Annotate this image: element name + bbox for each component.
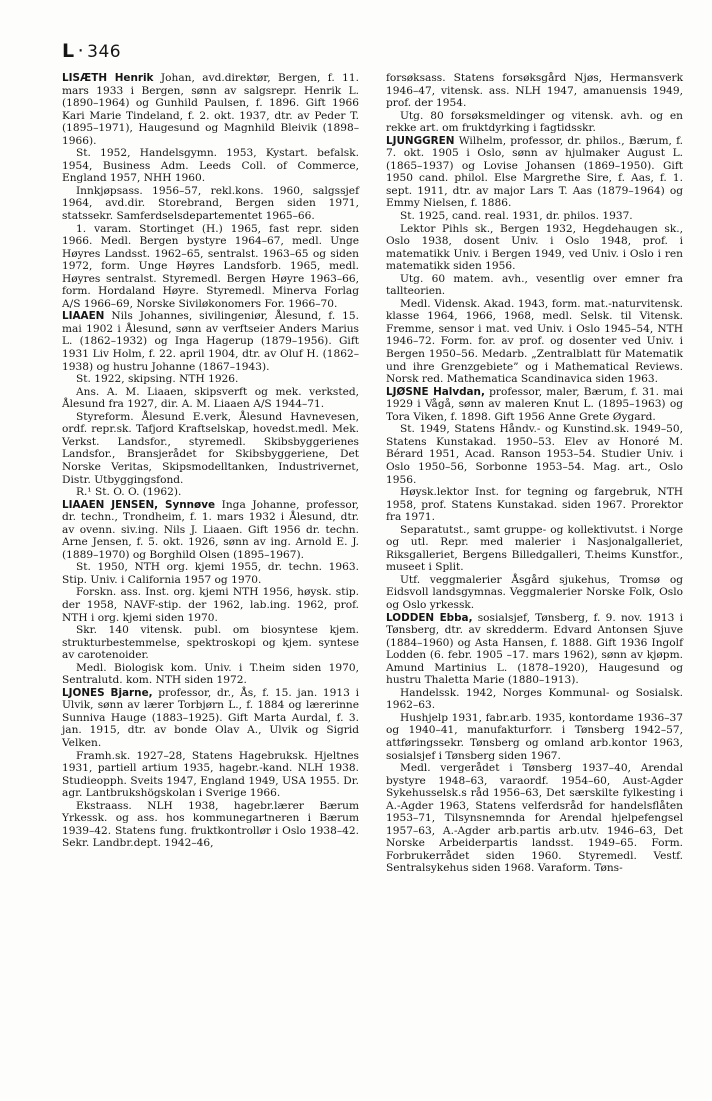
body-paragraph: [62, 561, 359, 586]
body-paragraph: [386, 223, 683, 273]
body-paragraph: [386, 210, 683, 223]
paragraph-text: Johan, avd.direktør, Bergen, f. 11. mars 1933 i Bergen, sønn av salgsrepr. Henrik L. (1890–1964) og Gunhild Paulsen, f. 1896. Gift 1966 Kari Marie Tindeland, f. 2. okt. 1937, dtr. av Peder T. (1895–1971), Haugesund og Magnhild Bleivik (1898–1966).: [62, 72, 359, 147]
entry-paragraph: [62, 499, 359, 562]
body-paragraph: [62, 147, 359, 185]
paragraph-text: Wilhelm, professor, dr. philos., Bærum, f. 7. okt. 1905 i Oslo, sønn av hjulmaker August L. (1865–1937) og Lovise Johansen (1869–1950). Gift 1950 cand. philol. Else Margrethe Sire, f. Aas, f. 1. sept. 1911, dtr. av major Lars T. Aas (1879–1964) og Emmy Nielsen, f. 1886.: [386, 134, 683, 210]
body-paragraph: [62, 223, 359, 311]
entry-headword: LIAAEN JENSEN, Synnøve: [62, 498, 216, 511]
paragraph-text: Medl. Vidensk. Akad. 1943, form. mat.-naturvitensk. klasse 1964, 1966, 1968, medl. Selsk. til Vitensk. Fremme, sensor i mat. ved Univ. i Oslo 1945–54, NTH 1946–72. Form. for. av prof. og dosenter ved Univ. i Bergen 1950–56. Medarb. „Zentralblatt für Matematik und ihre Grenzgebiete” og i Mathematical Reviews. Norsk red. Mathematica Scandinavica siden 1963.: [386, 297, 683, 386]
body-paragraph: [386, 574, 683, 612]
paragraph-text: Utg. 80 forsøksmeldinger og vitensk. avh. og en rekke art. om fruktdyrking i fagtidsskr.: [386, 109, 683, 135]
paragraph-text: Lektor Pihls sk., Bergen 1932, Hegdehaugen sk., Oslo 1938, dosent Univ. i Oslo 1948, prof. i matematikk Univ. i Bergen 1949, ved Univ. i Oslo i ren matematikk siden 1956.: [386, 222, 683, 273]
body-paragraph: [62, 373, 359, 386]
paragraph-text: Høysk.lektor Inst. for tegning og fargebruk, NTH 1958, prof. Statens Kunstakad. siden 1967. Prorektor fra 1971.: [386, 486, 683, 524]
body-paragraph: [62, 624, 359, 662]
body-paragraph: [62, 800, 359, 850]
paragraph-text: Medl. vergerådet i Tønsberg 1937–40, Arendal bystyre 1948–63, varaordf. 1954–60, Aust-Agder Sykehusselsk.s råd 1956–63, Det særskilte fylkesting i A.-Agder 1963, Statens velferdsråd for handelsflåten 1953–71, Tilsynsnemnda for Arendal hjelpefengsel 1957–63, A.-Agder arb.partis arb.utv. 1946–63, Det Norske Arbeiderpartis landsst. 1949–65. Form. Forbrukerrådet siden 1960. Styremedl. Vestf. Sentralsykehus siden 1968. Varaform. Tøns-: [386, 762, 683, 875]
paragraph-text: forsøksass. Statens forsøksgård Njøs, Hermansverk 1946–47, vitensk. ass. NLH 1947, amanuensis 1949, prof. der 1954.: [386, 72, 683, 110]
entry-paragraph: [386, 612, 683, 687]
body-paragraph: [62, 662, 359, 687]
entry-headword: LJUNGGREN: [386, 134, 455, 147]
section-letter: L: [62, 40, 75, 62]
entry-headword: LISÆTH Henrik: [62, 72, 154, 84]
entry-paragraph: [62, 310, 359, 373]
paragraph-text: Styreform. Ålesund E.verk, Ålesund Havnevesen, ordf. repr.sk. Tafjord Kraftselskap, hovedst.medl. Mek. Verkst. Landsfor., styremedl. Skibsbyggerienes Landsfor., Bransjerådet for Skibsbyggeriene, Det Norske Veritas, Skipsmodelltanken, Industrivernet, Distr. Utbyggingsfond.: [62, 410, 359, 486]
paragraph-text: Framh.sk. 1927–28, Statens Hagebruksk. Hjeltnes 1931, partiell artium 1935, hagebr.-kand. NLH 1938. Studieopph. Sveits 1947, England 1949, USA 1955. Dr. agr. Lantbrukshögskolan i Sverige 1966.: [62, 749, 359, 800]
body-paragraph: [386, 298, 683, 386]
paragraph-text: Utf. veggmalerier Åsgård sjukehus, Tromsø og Eidsvoll landsgymnas. Veggmalerier Norske Folk, Oslo og Oslo yrkessk.: [386, 573, 683, 611]
paragraph-text: Utg. 60 matem. avh., vesentlig over emner fra tallteorien.: [386, 272, 683, 298]
paragraph-text: Ans. A. M. Liaaen, skipsverft og mek. verksted, Ålesund fra 1927, dir. A. M. Liaaen A/S 1944–71.: [62, 385, 359, 411]
entry-headword: LJØSNE Halvdan,: [386, 385, 485, 398]
body-paragraph: [62, 386, 359, 411]
paragraph-text: professor, dr., Ås, f. 15. jan. 1913 i Ulvik, sønn av lærer Torbjørn L., f. 1884 og lærerinne Sunniva Hauge (1883–1925). Gift Marta Aurdal, f. 3. jan. 1915, dtr. av bonde Olav A., Ulvik og Sigrid Velken.: [62, 686, 359, 749]
right-column: [386, 72, 683, 875]
body-paragraph: [386, 72, 683, 110]
paragraph-text: Nils Johannes, sivilingeniør, Ålesund, f. 15. mai 1902 i Ålesund, sønn av verftseier Anders Marius L. (1862–1932) og Inga Hagerup (1879–1956). Gift 1931 Liv Holm, f. 22. april 1904, dtr. av Oluf H. (1862–1938) og hustru Johanne (1867–1943).: [62, 310, 359, 373]
page-header: [62, 40, 121, 62]
paragraph-text: St. 1922, skipsing. NTH 1926.: [76, 373, 239, 386]
left-column: [62, 72, 359, 850]
entry-paragraph: [386, 135, 683, 210]
header-separator: ·: [77, 40, 85, 62]
paragraph-text: sosialsjef, Tønsberg, f. 9. nov. 1913 i Tønsberg, dtr. av skredderm. Edvard Antonsen Sjuve (1884–1960) og Asta Hansen, f. 1888. Gift 1936 Ingolf Lodden (6. febr. 1905 –17. mars 1962), sønn av kjøpm. Amund Martinius L. (1878–1920), Haugesund og hustru Thaletta Marie (1880–1913).: [386, 611, 683, 687]
entry-headword: LODDEN Ebba,: [386, 611, 473, 624]
paragraph-text: St. 1950, NTH org. kjemi 1955, dr. techn. 1963. Stip. Univ. i California 1957 og 1970.: [62, 561, 359, 586]
paragraph-text: Skr. 140 vitensk. publ. om biosyntese kjem. strukturbestemmelse, spektroskopi og kjem. syntese av carotenoider.: [62, 624, 359, 662]
body-paragraph: [386, 712, 683, 762]
body-paragraph: [386, 486, 683, 524]
body-paragraph: [386, 273, 683, 298]
entry-paragraph: [62, 72, 359, 147]
entry-paragraph: [386, 386, 683, 424]
paragraph-text: Inga Johanne, professor, dr. techn., Trondheim, f. 1. mars 1932 i Ålesund, dtr. av ovenn. siv.ing. Nils J. Liaaen. Gift 1956 dr. techn. Arne Jensen, f. 5. okt. 1926, sønn av ing. Arnold E. J. (1889–1970) og Borghild Olsen (1895–1967).: [62, 498, 360, 561]
paragraph-text: Hushjelp 1931, fabr.arb. 1935, kontordame 1936–37 og 1940–41, manufakturforr. i Tønsberg 1942–57, attføringssekr. Tønsberg og omland arb.kontor 1963, sosialsjef i Tønsberg siden 1967.: [386, 711, 683, 762]
entry-headword: LIAAEN: [62, 310, 105, 323]
paragraph-text: professor, maler, Bærum, f. 31. mai 1929 i Vågå, sønn av maleren Knut L. (1895–1963) og Tora Viken, f. 1898. Gift 1956 Anne Grete Øygard.: [386, 385, 683, 423]
body-paragraph: [386, 110, 683, 135]
paragraph-text: Medl. Biologisk kom. Univ. i T.heim siden 1970, Sentralutd. kom. NTH siden 1972.: [62, 661, 359, 687]
body-paragraph: [62, 750, 359, 800]
paragraph-text: Ekstraass. NLH 1938, hagebr.lærer Bærum Yrkessk. og ass. hos kommunegartneren i Bærum 1939–42. Statens fung. fruktkontrollør i Oslo 1938–42. Sekr. Landbr.dept. 1942–46,: [62, 799, 359, 850]
body-paragraph: [62, 586, 359, 624]
paragraph-text: Handelssk. 1942, Norges Kommunal- og Sosialsk. 1962–63.: [386, 686, 683, 712]
body-paragraph: [386, 687, 683, 712]
body-paragraph: [62, 185, 359, 223]
page-number: 346: [87, 42, 122, 62]
paragraph-text: St. 1952, Handelsgymn. 1953, Kystart. befalsk. 1954, Business Adm. Leeds Coll. of Commerce, England 1957, NHH 1960.: [62, 147, 359, 185]
body-paragraph: [62, 486, 359, 499]
body-paragraph: [386, 524, 683, 574]
paragraph-text: R.¹ St. O. O. (1962).: [76, 486, 182, 499]
paragraph-text: St. 1925, cand. real. 1931, dr. philos. 1937.: [400, 210, 633, 223]
paragraph-text: Separatutst., samt gruppe- og kollektivutst. i Norge og utl. Repr. med malerier i Nasjonalgalleriet, Riksgalleriet, Bergens Billedgalleri, T.heims Kunstfor., museet i Split.: [386, 523, 683, 574]
body-paragraph: [386, 762, 683, 875]
paragraph-text: 1. varam. Stortinget (H.) 1965, fast repr. siden 1966. Medl. Bergen bystyre 1964–67, medl. Unge Høyres Landsst. 1962–65, sentralst. 1963–65 og siden 1972, form. Unge Høyres Landsforb. 1965, medl. Høyres sentralst. Styremedl. Bergen Høyre 1963–66, form. Hordaland Høyre. Styremedl. Minerva Forlag A/S 1966–69, Norske Siviløkonomers For. 1966–70.: [62, 222, 359, 310]
body-paragraph: [62, 411, 359, 486]
entry-paragraph: [62, 687, 359, 750]
body-paragraph: [386, 423, 683, 486]
paragraph-text: Innkjøpsass. 1956–57, rekl.kons. 1960, salgssjef 1964, avd.dir. Storebrand, Bergen siden 1971, statssekr. Samferdselsdepartementet 1965–66.: [62, 184, 359, 223]
paragraph-text: Forskn. ass. Inst. org. kjemi NTH 1956, høysk. stip. der 1958, NAVF-stip. der 1962, lab.ing. 1962, prof. NTH i org. kjemi siden 1970.: [62, 586, 359, 624]
paragraph-text: St. 1949, Statens Håndv.- og Kunstind.sk. 1949–50, Statens Kunstakad. 1950–53. Elev av Honoré M. Bérard 1951, Acad. Ranson 1953–54. Studier Univ. i Oslo 1950–56, Sorbonne 1953–54. Mag. art., Oslo 1956.: [386, 423, 683, 486]
entry-headword: LJONES Bjarne,: [62, 686, 153, 699]
